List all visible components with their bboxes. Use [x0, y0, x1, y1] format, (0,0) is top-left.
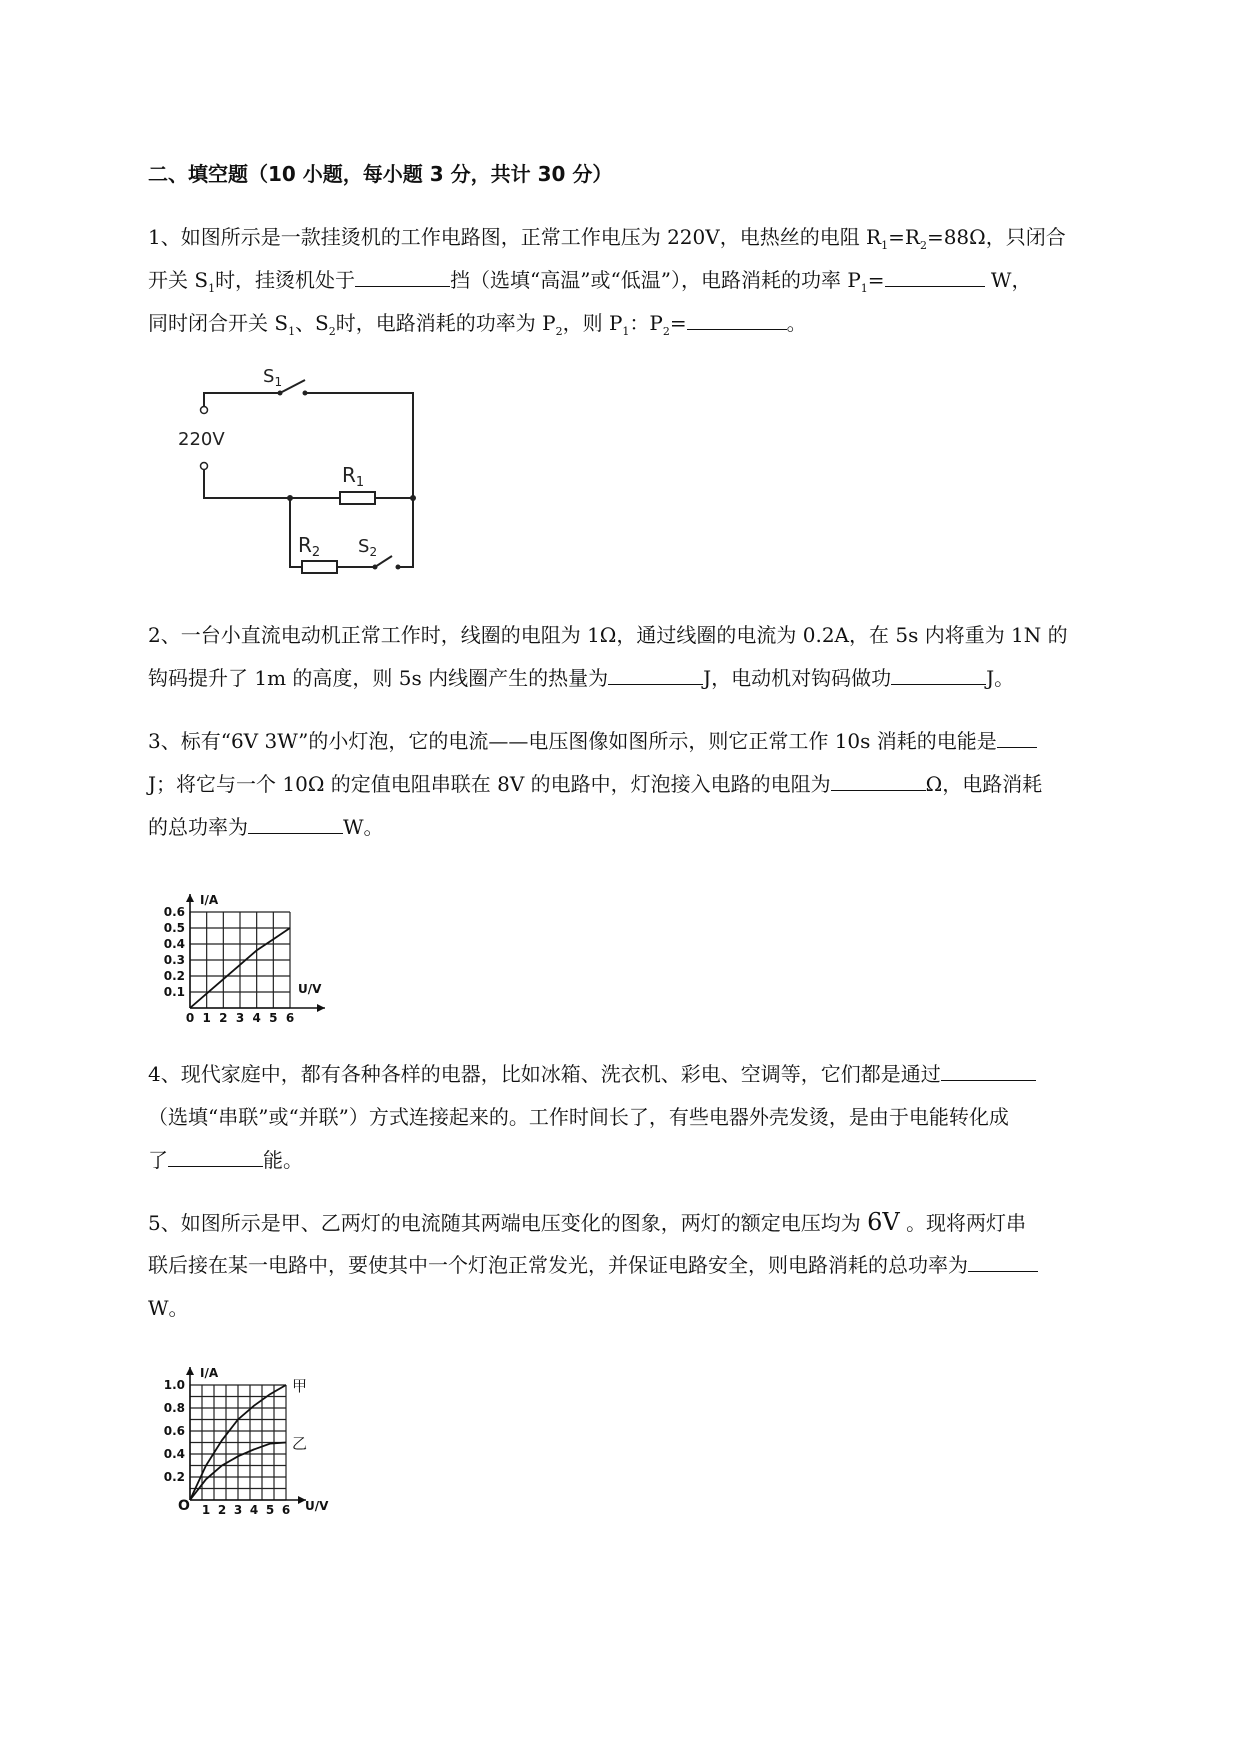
- y-tick-label: 0.2: [163, 1470, 185, 1484]
- y-axis-arrow: [186, 1367, 194, 1375]
- q2-line2: 钩码提升了 1m 的高度，则 5s 内线圈产生的热量为 J，电动机对钩码做功 J。: [148, 666, 1015, 690]
- q3-blank-power[interactable]: [248, 815, 343, 834]
- series-label: 甲: [292, 1377, 308, 1395]
- q3-blank-resistance[interactable]: [831, 772, 926, 791]
- y-tick-label: 1.0: [163, 1378, 185, 1392]
- x-tick-label: 6: [285, 1011, 295, 1025]
- x-tick-label: 6: [281, 1503, 291, 1517]
- y-axis-arrow: [186, 894, 194, 902]
- series-label: 乙: [292, 1434, 308, 1453]
- q1-line2: 开关 $S_1$时，挂烫机处于 挡（选填“高温”或“低温”），电路消耗的功率 $P_1= W$，: [148, 268, 1032, 295]
- y-tick-label: 0.8: [163, 1401, 185, 1415]
- q3-line3: 的总功率为 W。: [148, 815, 384, 839]
- q1-line1: 1、如图所示是一款挂烫机的工作电路图，正常工作电压为 220V，电热丝的电阻 $R_1=R_2=88\Omega$，只闭合: [148, 225, 1066, 252]
- section-title: 二、填空题（10 小题，每小题 3 分，共计 30 分）: [148, 162, 613, 186]
- x-tick-label: 2: [217, 1503, 227, 1517]
- x-tick-label: 1: [202, 1011, 211, 1025]
- q5-line2: 联后接在某一电路中，要使其中一个灯泡正常发光，并保证电路安全，则电路消耗的总功率为: [148, 1253, 1038, 1277]
- q5-line3: W。: [148, 1296, 189, 1320]
- q1-line3: 同时闭合开关 $S_1$、$S_2$时，电路消耗的功率为 $P_2$，则 $P_1$：$P_2=$ 。: [148, 311, 807, 338]
- x-tick-label: 4: [249, 1503, 259, 1517]
- x-tick-label: 0: [185, 1011, 195, 1025]
- x-axis-label: U/V: [305, 1499, 329, 1513]
- y-tick-label: 0.4: [163, 937, 185, 951]
- q4-line2: （选填“串联”或“并联”）方式连接起来的。工作时间长了，有些电器外壳发烫，是由于电能转化成: [148, 1105, 1009, 1129]
- q3-line2: J；将它与一个 10Ω 的定值电阻串联在 8V 的电路中，灯泡接入电路的电阻为 Ω，电路消耗: [148, 772, 1043, 796]
- q4-line1: 4、现代家庭中，都有各种各样的电器，比如冰箱、洗衣机、彩电、空调等，它们都是通过: [148, 1062, 1036, 1086]
- chart-lamp-iv: [163, 865, 370, 1025]
- x-tick-label: 4: [252, 1011, 261, 1025]
- q4-blank-energy-form[interactable]: [168, 1148, 263, 1167]
- q2-blank-work[interactable]: [891, 666, 986, 685]
- x-tick-label: 2: [219, 1011, 228, 1025]
- y-tick-label: 0.2: [163, 969, 185, 983]
- q2-line1: 2、一台小直流电动机正常工作时，线圈的电阻为 1Ω，通过线圈的电流为 0.2A，在 5s 内将重为 1N 的: [148, 623, 1068, 647]
- label-s2: $S_2$: [358, 536, 378, 559]
- q1-blank-p1[interactable]: [885, 268, 985, 287]
- y-tick-label: 0.6: [163, 1424, 185, 1438]
- q2-blank-heat[interactable]: [608, 666, 703, 685]
- q4-blank-connection[interactable]: [941, 1062, 1036, 1081]
- y-tick-label: 0.4: [163, 1447, 185, 1461]
- y-tick-label: 0.3: [163, 953, 185, 967]
- q5-blank-power[interactable]: [968, 1253, 1038, 1272]
- circuit-diagram: [170, 360, 430, 585]
- y-tick-label: 0.5: [163, 921, 185, 935]
- x-axis-label: U/V: [298, 982, 322, 996]
- chart-two-lamps-iv: [163, 1350, 385, 1520]
- y-tick-label: 0.6: [163, 905, 185, 919]
- label-r2: $R_2$: [298, 533, 321, 560]
- x-tick-label: 5: [265, 1503, 275, 1517]
- y-axis-label: I/A: [200, 1366, 219, 1380]
- x-tick-label: 3: [235, 1011, 245, 1025]
- x-tick-label: 1: [201, 1503, 211, 1517]
- label-r1: $R_1$: [342, 463, 365, 490]
- q5-line1: 5、如图所示是甲、乙两灯的电流随其两端电压变化的图象，两灯的额定电压均为 6V 。现将两灯串: [148, 1208, 1027, 1236]
- x-tick-label: 5: [269, 1011, 278, 1025]
- x-tick-label: 3: [233, 1503, 243, 1517]
- q3-line1: 3、标有“6V 3W”的小灯泡，它的电流——电压图像如图所示，则它正常工作 10s 消耗的电能是: [148, 729, 1037, 753]
- y-tick-label: 0.1: [163, 985, 185, 999]
- label-voltage: 220V: [178, 429, 225, 450]
- q1-blank-ratio[interactable]: [687, 311, 787, 330]
- q3-blank-energy[interactable]: [997, 729, 1037, 748]
- q4-line3: 了 能。: [148, 1148, 303, 1172]
- label-s1: $S_1$: [263, 366, 283, 389]
- x-axis-arrow: [317, 1004, 325, 1012]
- q1-blank-gear[interactable]: [355, 268, 450, 287]
- origin-label: O: [178, 1498, 190, 1514]
- y-axis-label: I/A: [200, 893, 219, 907]
